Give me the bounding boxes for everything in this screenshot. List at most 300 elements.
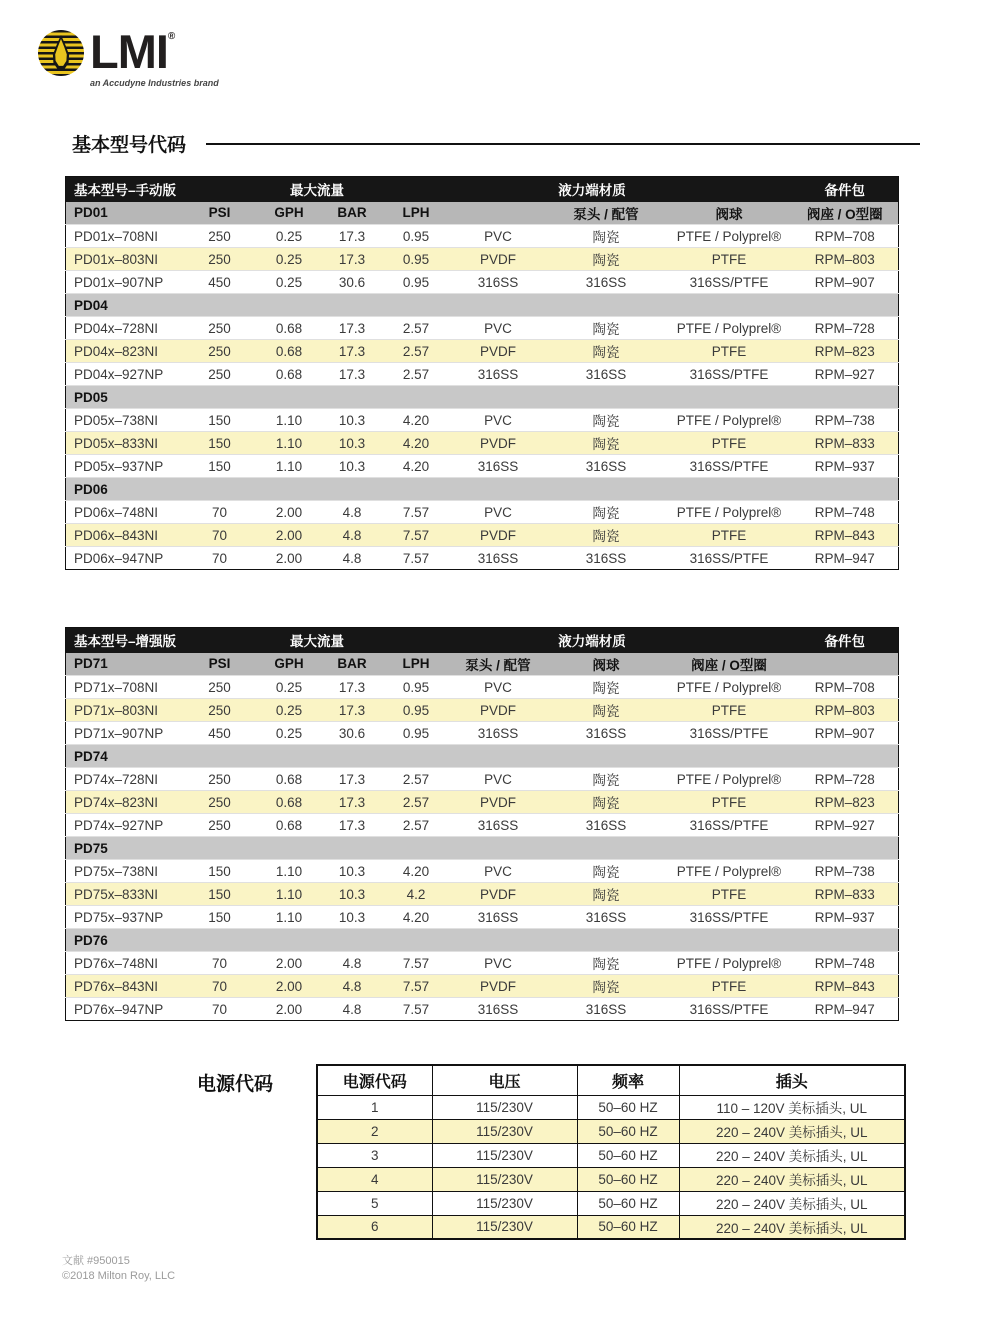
model-cell: 10.3 [338,909,366,925]
model-number: PD74x–728NI [74,771,159,787]
model-cell: 4.8 [342,527,362,543]
model-cell: PVC [484,320,512,336]
model-cell: 316SS [585,366,627,382]
model-cell: 1.10 [275,458,303,474]
model-cell: 316SS/PTFE [689,1001,769,1017]
model-cell: 1.10 [275,435,303,451]
liquid-end-material-header: 液力端材质 [451,177,792,202]
model-cell: 2.00 [275,978,303,994]
power-code: 3 [317,1143,432,1167]
model-cell: 17.3 [338,228,366,244]
model-cell: 250 [208,320,231,336]
model-cell: RPM–738 [814,863,875,879]
power-cell: 220 – 240V 美标插头, UL [679,1215,905,1239]
model-number: PD06x–748NI [74,504,159,520]
model-cell: RPM–843 [814,978,875,994]
model-cell: 150 [208,458,231,474]
series-label: PD71 [66,653,184,676]
model-cell: RPM–937 [814,458,875,474]
model-number: PD05x–833NI [74,435,159,451]
table-subheader-row [66,202,899,225]
group-name: PD06 [66,478,899,501]
power-code: 2 [317,1119,432,1143]
model-cell: 0.68 [275,771,303,787]
model-cell: 250 [208,817,231,833]
model-cell: 陶瓷 [592,681,620,696]
model-cell: RPM–738 [814,412,875,428]
model-cell: 0.68 [275,366,303,382]
model-number: PD76x–748NI [74,955,159,971]
model-cell: PVDF [479,527,516,543]
model-cell: 1.10 [275,863,303,879]
model-cell: 1.10 [275,909,303,925]
group-header-row [66,837,899,860]
valve-ball-header: 阀球 [546,653,667,676]
model-cell: 4.8 [342,955,362,971]
power-row [317,1167,905,1191]
model-cell: 7.57 [402,978,430,994]
model-number: PD71x–907NP [74,725,164,741]
group-header-row [66,294,899,317]
power-cell: 115/230V [432,1191,577,1215]
model-cell: RPM–748 [814,955,875,971]
power-code-table [316,1064,906,1240]
model-cell: PTFE [711,435,747,451]
voltage-header: 电压 [432,1065,577,1095]
model-cell: 250 [208,702,231,718]
model-cell: 0.25 [275,702,303,718]
model-row [66,814,899,837]
model-cell: 316SS [585,458,627,474]
model-cell: PTFE / Polyprel® [676,228,782,244]
model-cell: 0.68 [275,817,303,833]
model-cell: RPM–833 [814,435,875,451]
model-cell: PTFE / Polyprel® [676,320,782,336]
model-number: PD75x–937NP [74,909,164,925]
power-cell: 50–60 HZ [577,1119,679,1143]
power-row [317,1095,905,1119]
model-cell: RPM–947 [814,550,875,566]
model-cell: 450 [208,725,231,741]
model-number: PD01x–803NI [74,251,159,267]
power-code-section [197,1064,1000,1240]
table-header-row [66,177,899,202]
model-row [66,340,899,363]
group-header-row [66,478,899,501]
model-cell: 70 [211,1001,228,1017]
model-cell: 70 [211,550,228,566]
model-cell: PTFE [711,527,747,543]
model-cell: 17.3 [338,702,366,718]
model-cell: 316SS/PTFE [689,366,769,382]
model-cell: PVC [484,504,512,520]
document-number: 文献 #950015 [62,1255,130,1267]
model-cell: 17.3 [338,251,366,267]
model-number: PD74x–927NP [74,817,164,833]
model-cell: 70 [211,978,228,994]
model-cell: 17.3 [338,794,366,810]
power-table-body [317,1095,905,1239]
power-row [317,1119,905,1143]
group-name: PD75 [66,837,899,860]
spare-parts-header: 备件包 [792,177,899,202]
model-cell: PTFE / Polyprel® [676,863,782,879]
section-title: 基本型号代码 [72,135,187,156]
model-cell: RPM–927 [814,366,875,382]
page-footer [62,1254,1000,1284]
model-row [66,547,899,570]
lph-header: LPH [382,202,451,225]
plug-header: 插头 [679,1065,905,1095]
gph-header: GPH [256,653,323,676]
valve-ball-header: 阀球 [667,202,792,225]
model-cell: 0.95 [402,702,430,718]
model-row [66,409,899,432]
model-cell: 316SS [585,274,627,290]
model-cell: 陶瓷 [592,414,620,429]
model-row [66,998,899,1021]
model-cell: 17.3 [338,679,366,695]
model-cell: 1.10 [275,412,303,428]
model-cell: 4.20 [402,435,430,451]
model-cell: 0.25 [275,251,303,267]
model-cell: 316SS [477,366,519,382]
model-cell: RPM–907 [814,725,875,741]
model-cell: 70 [211,955,228,971]
bar-header: BAR [323,653,382,676]
model-row [66,952,899,975]
power-code: 1 [317,1095,432,1119]
power-row [317,1215,905,1239]
power-cell: 115/230V [432,1143,577,1167]
model-cell: 2.00 [275,504,303,520]
psi-header: PSI [184,202,256,225]
power-cell: 115/230V [432,1119,577,1143]
model-cell: PVDF [479,886,516,902]
power-code: 6 [317,1215,432,1239]
model-cell: PVC [484,412,512,428]
group-name: PD76 [66,929,899,952]
registered-mark: ® [167,31,175,42]
model-table-manual [65,176,899,570]
model-row [66,501,899,524]
model-cell: 2.57 [402,366,430,382]
model-cell: 316SS [585,725,627,741]
model-row [66,225,899,248]
model-cell: 7.57 [402,504,430,520]
model-cell: 陶瓷 [592,253,620,268]
model-cell: 2.00 [275,550,303,566]
model-cell: 250 [208,251,231,267]
model-cell: 316SS/PTFE [689,725,769,741]
model-cell: 10.3 [338,412,366,428]
model-number: PD06x–843NI [74,527,159,543]
model-cell: 陶瓷 [592,529,620,544]
model-cell: RPM–823 [814,343,875,359]
model-cell: 0.95 [402,228,430,244]
power-code-label: 电源代码 [197,1074,274,1095]
pump-head-header: 泵头 / 配管 [451,653,546,676]
model-cell: 30.6 [338,725,366,741]
model-cell: 0.95 [402,725,430,741]
model-cell: 316SS [585,909,627,925]
model-cell: 陶瓷 [592,230,620,245]
model-cell: 0.25 [275,679,303,695]
model-cell: 0.95 [402,679,430,695]
model-cell: 316SS/PTFE [689,458,769,474]
model-cell: PTFE / Polyprel® [676,771,782,787]
group-header-row [66,386,899,409]
model-cell: 250 [208,228,231,244]
model-row [66,432,899,455]
model-cell: 17.3 [338,366,366,382]
model-cell: 陶瓷 [592,437,620,452]
model-cell: 150 [208,435,231,451]
model-number: PD05x–738NI [74,412,159,428]
model-number: PD74x–823NI [74,794,159,810]
model-cell: 316SS [477,817,519,833]
model-row [66,883,899,906]
empty-header [451,202,546,225]
series-label: PD01 [66,202,184,225]
model-cell: 316SS/PTFE [689,817,769,833]
model-row [66,906,899,929]
power-cell: 50–60 HZ [577,1095,679,1119]
model-cell: 250 [208,343,231,359]
model-cell: RPM–927 [814,817,875,833]
model-cell: PVDF [479,702,516,718]
model-cell: 4.20 [402,909,430,925]
table-title: 基本型号–手动版 [66,177,184,202]
liquid-end-material-header: 液力端材质 [451,628,792,653]
model-cell: RPM–823 [814,794,875,810]
model-cell: 17.3 [338,343,366,359]
model-cell: 4.8 [342,978,362,994]
model-row [66,975,899,998]
copyright: ©2018 Milton Roy, LLC [62,1270,176,1282]
model-number: PD75x–738NI [74,863,159,879]
table-subheader-row [66,653,899,676]
group-name: PD74 [66,745,899,768]
power-cell: 220 – 240V 美标插头, UL [679,1143,905,1167]
model-cell: 10.3 [338,886,366,902]
model-cell: 316SS [477,274,519,290]
model-cell: PVC [484,679,512,695]
model-cell: 4.20 [402,458,430,474]
power-code: 5 [317,1191,432,1215]
model-cell: 316SS/PTFE [689,550,769,566]
frequency-header: 频率 [577,1065,679,1095]
model-cell: 2.57 [402,320,430,336]
valve-seat-oring-header: 阀座 / O型圈 [667,653,792,676]
model-cell: 250 [208,366,231,382]
droplet-icon [47,35,75,71]
model-cell: 316SS [477,909,519,925]
power-code: 4 [317,1167,432,1191]
model-number: PD01x–708NI [74,228,159,244]
model-cell: 7.57 [402,955,430,971]
group-name: PD05 [66,386,899,409]
model-row [66,722,899,745]
model-cell: PVDF [479,794,516,810]
power-cell: 110 – 120V 美标插头, UL [679,1095,905,1119]
psi-header: PSI [184,653,256,676]
model-number: PD04x–823NI [74,343,159,359]
model-cell: RPM–937 [814,909,875,925]
model-cell: 17.3 [338,771,366,787]
model-cell: PVC [484,228,512,244]
model-cell: 316SS [477,1001,519,1017]
section-heading [72,130,920,157]
model-row [66,271,899,294]
model-cell: 316SS [477,458,519,474]
model-cell: 150 [208,909,231,925]
model-cell: 150 [208,863,231,879]
model-cell: 陶瓷 [592,980,620,995]
model-cell: 10.3 [338,458,366,474]
model-cell: 316SS [585,1001,627,1017]
model-cell: PVDF [479,251,516,267]
model-cell: 70 [211,504,228,520]
model-cell: 0.25 [275,725,303,741]
lph-header: LPH [382,653,451,676]
model-cell: 0.25 [275,274,303,290]
model-number: PD71x–708NI [74,679,159,695]
model-cell: 4.8 [342,504,362,520]
group-header-row [66,745,899,768]
model-cell: 316SS/PTFE [689,274,769,290]
model-cell: RPM–708 [814,228,875,244]
model-cell: 250 [208,771,231,787]
model-number: PD76x–947NP [74,1001,164,1017]
spare-parts-header: 备件包 [792,628,899,653]
power-cell: 50–60 HZ [577,1215,679,1239]
power-header-row [317,1065,905,1095]
model-row [66,248,899,271]
model-number: PD01x–907NP [74,274,164,290]
model-cell: 7.57 [402,1001,430,1017]
model-cell: RPM–843 [814,527,875,543]
model-row [66,455,899,478]
model-cell: 陶瓷 [592,345,620,360]
table-header-row [66,628,899,653]
model-cell: 2.00 [275,955,303,971]
model-cell: 0.68 [275,794,303,810]
model-cell: RPM–728 [814,320,875,336]
model-cell: 30.6 [338,274,366,290]
model-cell: RPM–907 [814,274,875,290]
model-number: PD75x–833NI [74,886,159,902]
brand-wordmark: LMI® [90,25,175,78]
model-cell: 250 [208,794,231,810]
model-cell: 2.00 [275,1001,303,1017]
model-cell: 2.57 [402,817,430,833]
model-cell: 316SS [477,725,519,741]
heading-rule [206,143,920,145]
power-row [317,1143,905,1167]
model-cell: PTFE / Polyprel® [676,504,782,520]
max-flow-header: 最大流量 [184,628,451,653]
model-cell: 4.8 [342,1001,362,1017]
model-row [66,699,899,722]
model-row [66,791,899,814]
model-cell: 0.25 [275,228,303,244]
model-number: PD06x–947NP [74,550,164,566]
model-cell: PTFE [711,702,747,718]
model-cell: RPM–748 [814,504,875,520]
model-number: PD04x–728NI [74,320,159,336]
model-cell: 陶瓷 [592,957,620,972]
model-row [66,524,899,547]
model-cell: 0.68 [275,343,303,359]
power-cell: 115/230V [432,1215,577,1239]
power-cell: 220 – 240V 美标插头, UL [679,1167,905,1191]
power-cell: 220 – 240V 美标插头, UL [679,1191,905,1215]
table-body [66,225,899,570]
model-cell: 4.20 [402,863,430,879]
model-cell: 2.57 [402,771,430,787]
model-cell: 陶瓷 [592,322,620,337]
model-cell: PVC [484,863,512,879]
model-cell: 陶瓷 [592,865,620,880]
group-name: PD04 [66,294,899,317]
power-cell: 115/230V [432,1095,577,1119]
model-row [66,676,899,699]
model-cell: 4.20 [402,412,430,428]
lmi-logo-icon [38,30,84,76]
bar-header: BAR [323,202,382,225]
model-cell: 316SS/PTFE [689,909,769,925]
model-cell: 2.00 [275,527,303,543]
model-cell: 7.57 [402,527,430,543]
model-row [66,317,899,340]
model-cell: 陶瓷 [592,773,620,788]
power-cell: 220 – 240V 美标插头, UL [679,1119,905,1143]
model-cell: 10.3 [338,435,366,451]
model-row [66,363,899,386]
model-cell: 2.57 [402,794,430,810]
model-cell: 0.68 [275,320,303,336]
valve-seat-oring-header: 阀座 / O型圈 [792,202,899,225]
power-cell: 115/230V [432,1167,577,1191]
model-cell: RPM–803 [814,251,875,267]
model-cell: 4.2 [406,886,426,902]
model-cell: PVDF [479,435,516,451]
model-cell: 10.3 [338,863,366,879]
model-cell: 150 [208,886,231,902]
model-cell: 陶瓷 [592,704,620,719]
model-cell: PTFE / Polyprel® [676,679,782,695]
table-title: 基本型号–增强版 [66,628,184,653]
model-cell: 陶瓷 [592,796,620,811]
model-cell: 1.10 [275,886,303,902]
model-cell: PTFE [711,343,747,359]
model-cell: 2.57 [402,343,430,359]
model-cell: 316SS [585,550,627,566]
model-cell: 17.3 [338,320,366,336]
model-row [66,768,899,791]
model-cell: PTFE / Polyprel® [676,412,782,428]
model-cell: PTFE [711,794,747,810]
model-cell: 316SS [477,550,519,566]
brand-tagline: an Accudyne Industries brand [90,78,219,88]
model-cell: PVC [484,771,512,787]
table-body [66,676,899,1021]
model-cell: 4.8 [342,550,362,566]
model-cell: RPM–728 [814,771,875,787]
model-cell: RPM–803 [814,702,875,718]
model-cell: 陶瓷 [592,888,620,903]
